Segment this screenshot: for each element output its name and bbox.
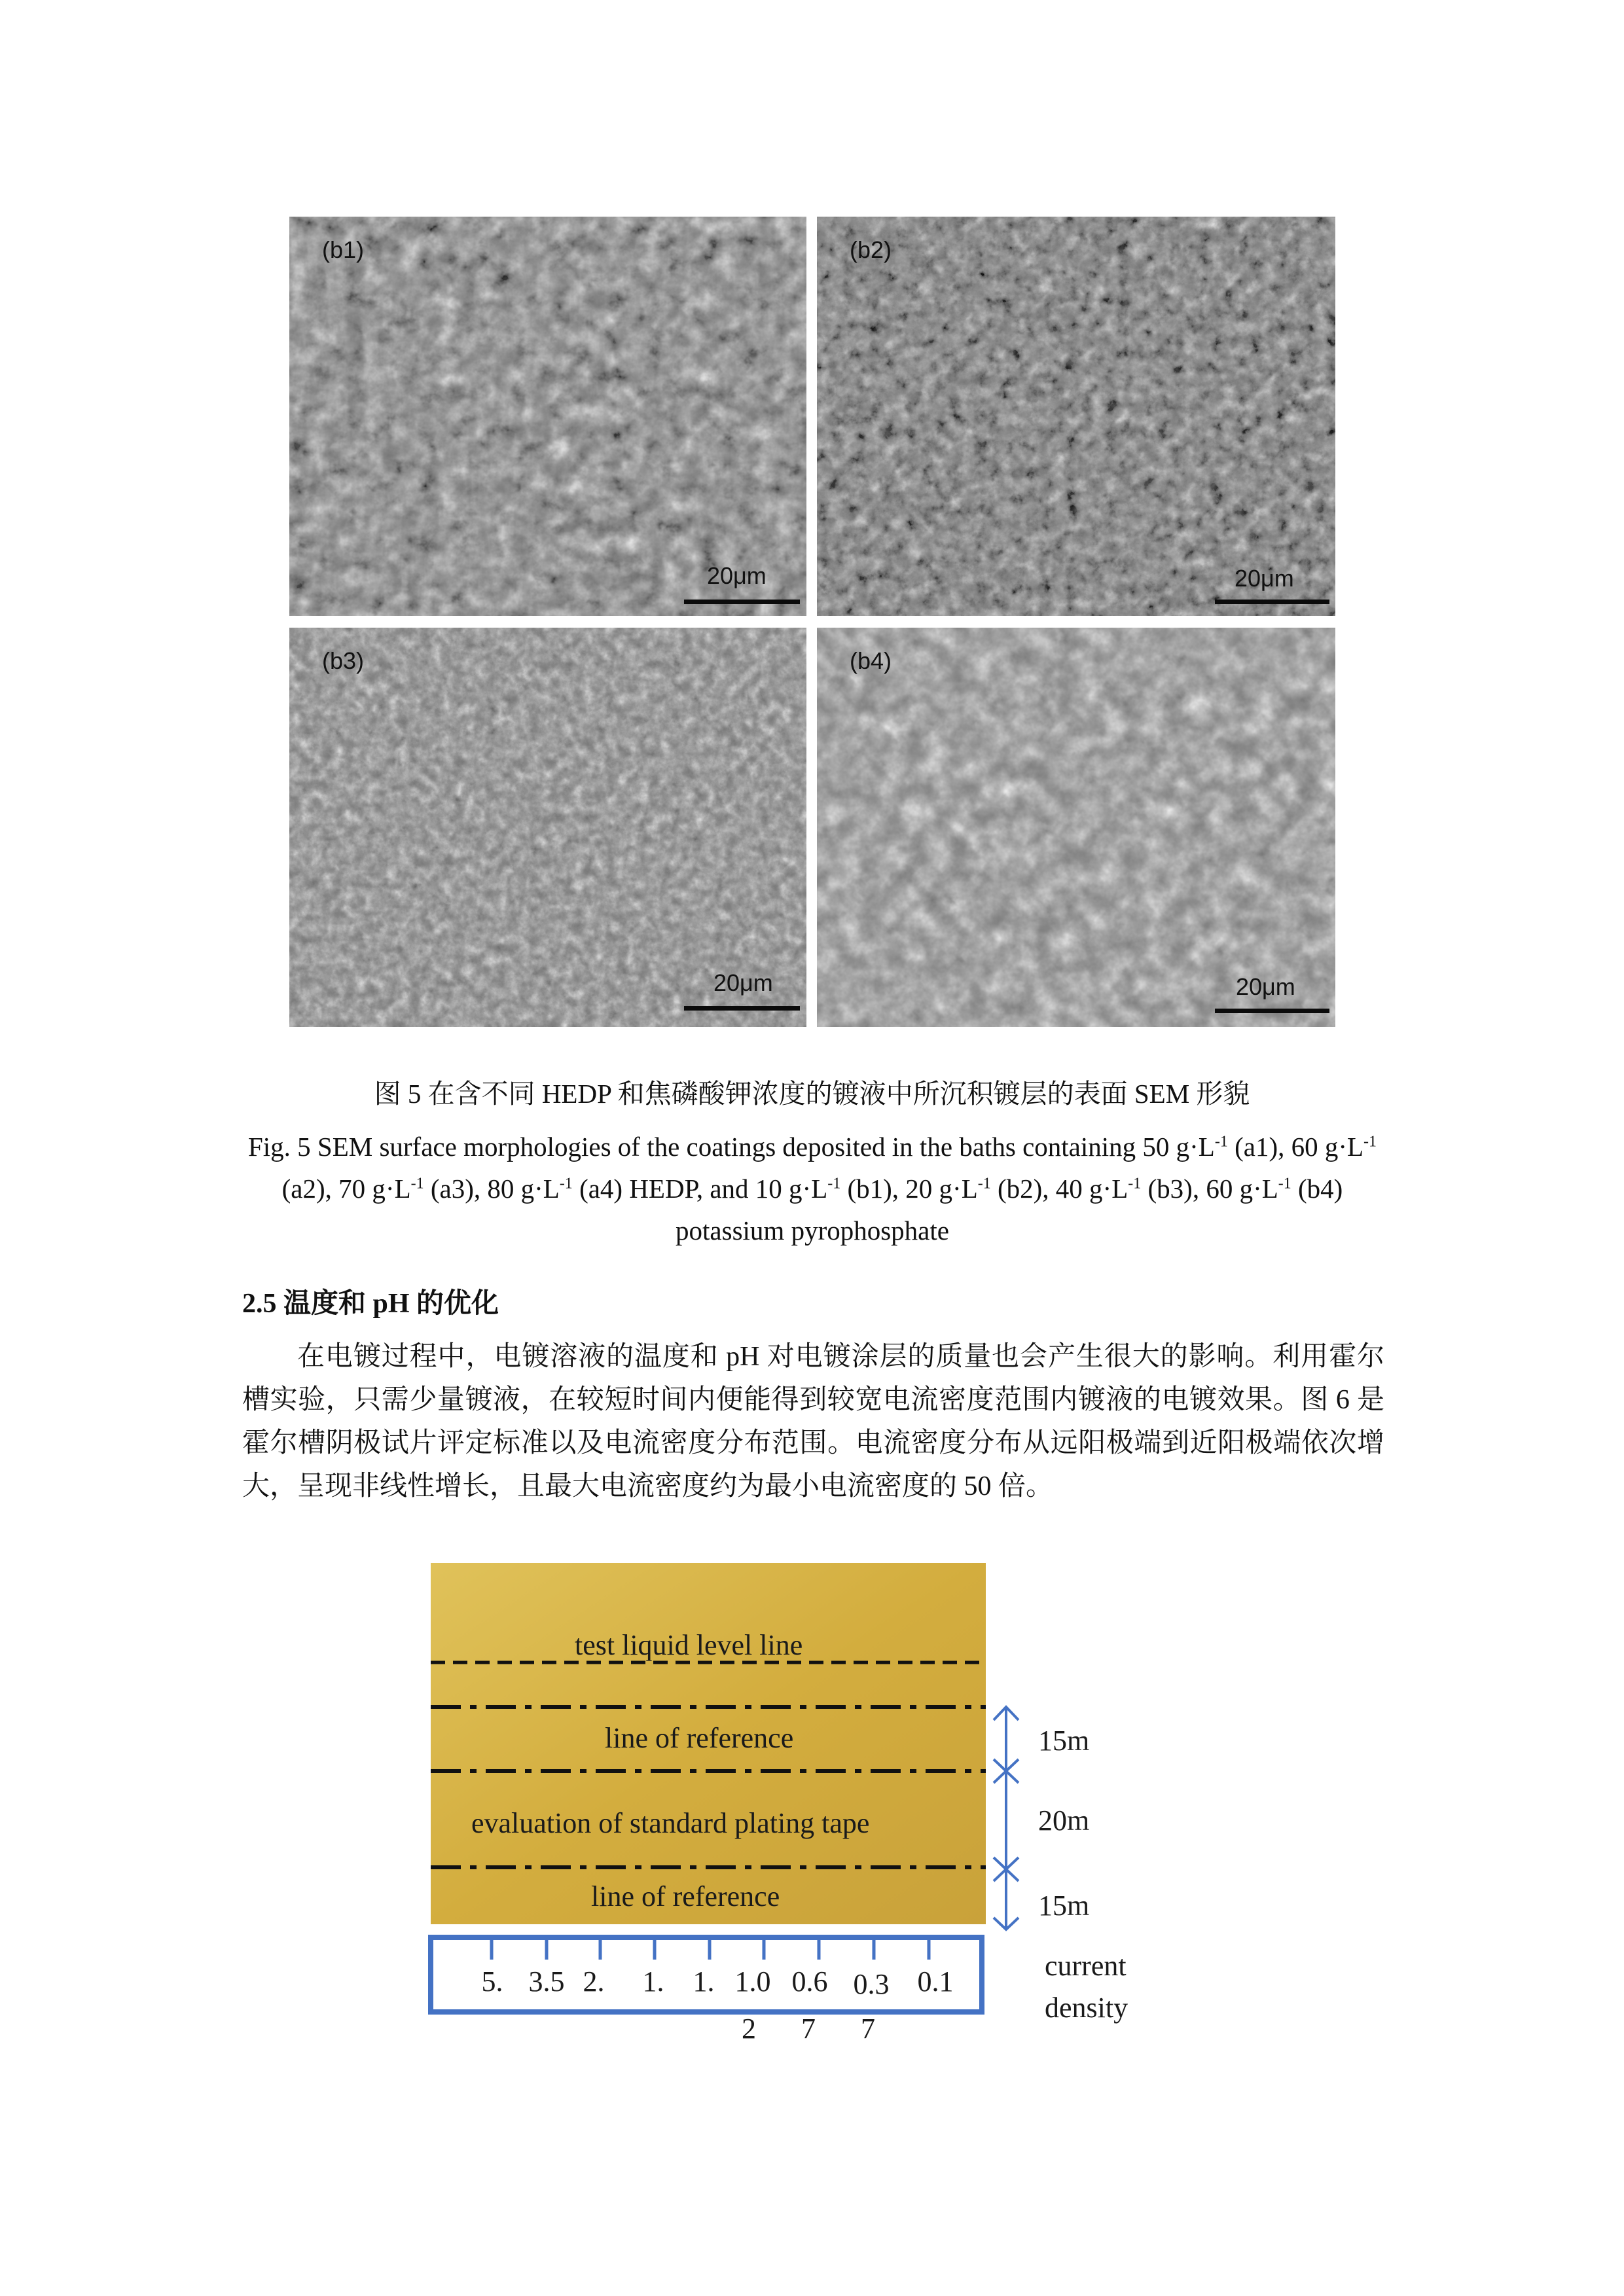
tick-label-continuation: 7 [801,2013,816,2045]
tick-label: 1. [642,1965,664,1998]
section-heading: 2.5 温度和 pH 的优化 [242,1289,499,1319]
scale-bar [1215,600,1329,604]
liquid-level-label: test liquid level line [575,1629,803,1661]
dimension-arrows [994,1707,1019,1929]
tick-label: 1.0 [734,1965,771,1998]
panel-label: (b4) [850,647,892,674]
dimension-middle: 20m [1038,1804,1090,1837]
tick-label: 2. [583,1965,605,1998]
panel-label: (b3) [322,647,365,674]
sem-texture-b4 [817,628,1335,1027]
sem-panel-b1 [289,217,806,616]
scale-bar-label: 20μm [1236,973,1295,1000]
figure5-caption-english: Fig. 5 SEM surface morphologies of the coatings deposited in the baths containing 50 $g\cdot L^{-1}$ (a1), 60 $g\cdot L^{-1}$ (a2), 70 $g\cdot L^{-1}$ (a3), 80 $g\cdot L^{-1}$ (a4) HEDP, and 10 $g\cdot L^{-1}$ (b1), 20 $g\cdot L^{-1}$ (b2), 40 $g\cdot L^{-1}$ (b3), 60 $g\cdot L^{-1}$ (b4) potassium pyrophosphate [247,1132,1377,1246]
tick-label: 0.1 [917,1965,954,1998]
sem-texture-b1 [289,217,806,616]
sem-panel-b2 [817,217,1335,616]
density-ticks [492,1940,929,1960]
tick-label: 3.5 [528,1965,565,1998]
current-density-label: current density [1045,1950,1128,2024]
scale-bar-label: 20μm [1235,565,1294,592]
sem-panel-b4 [817,628,1335,1027]
scale-bar [1215,1009,1329,1013]
scale-bar [684,600,800,604]
tick-label: 0.6 [791,1965,828,1998]
tick-label: 1. [693,1965,715,1998]
dimension-top: 15m [1038,1725,1090,1757]
scale-bar-label: 20μm [713,969,773,996]
tick-label: 0.3 [853,1968,890,2000]
scale-bar-label: 20μm [707,562,767,589]
evaluation-label: evaluation of standard plating tape [471,1807,870,1839]
figure5-caption-chinese: 图 5 在含不同 HEDP 和焦磷酸钾浓度的镀液中所沉积镀层的表面 SEM 形貌 [374,1079,1250,1109]
scale-bar [684,1006,800,1011]
reference-label-top: line of reference [605,1722,794,1754]
tick-label: 5. [481,1965,503,1998]
dimension-bottom: 15m [1038,1890,1090,1922]
tick-label-continuation: 7 [861,2013,875,2045]
panel-label: (b2) [850,236,892,263]
sem-texture-b3 [289,628,806,1027]
tick-label-continuation: 2 [742,2013,756,2045]
body-paragraph: 在电镀过程中，电镀溶液的温度和 pH 对电镀涂层的质量也会产生很大的影响。利用霍尔槽实验，只需少量镀液，在较短时间内便能得到较宽电流密度范围内镀液的电镀效果。图 6 是霍尔槽阴极试片评定标准以及电流密度分布范围。电流密度分布从远阳极端到近阳极端依次增大，呈现非线性增长，且最大电流密度约为最小电流密度的 50 倍。 [242,1342,1384,1501]
reference-label-bottom: line of reference [591,1880,780,1912]
sem-texture-b2 [817,217,1335,616]
panel-label: (b1) [322,236,365,263]
sem-panel-b3 [289,628,806,1027]
